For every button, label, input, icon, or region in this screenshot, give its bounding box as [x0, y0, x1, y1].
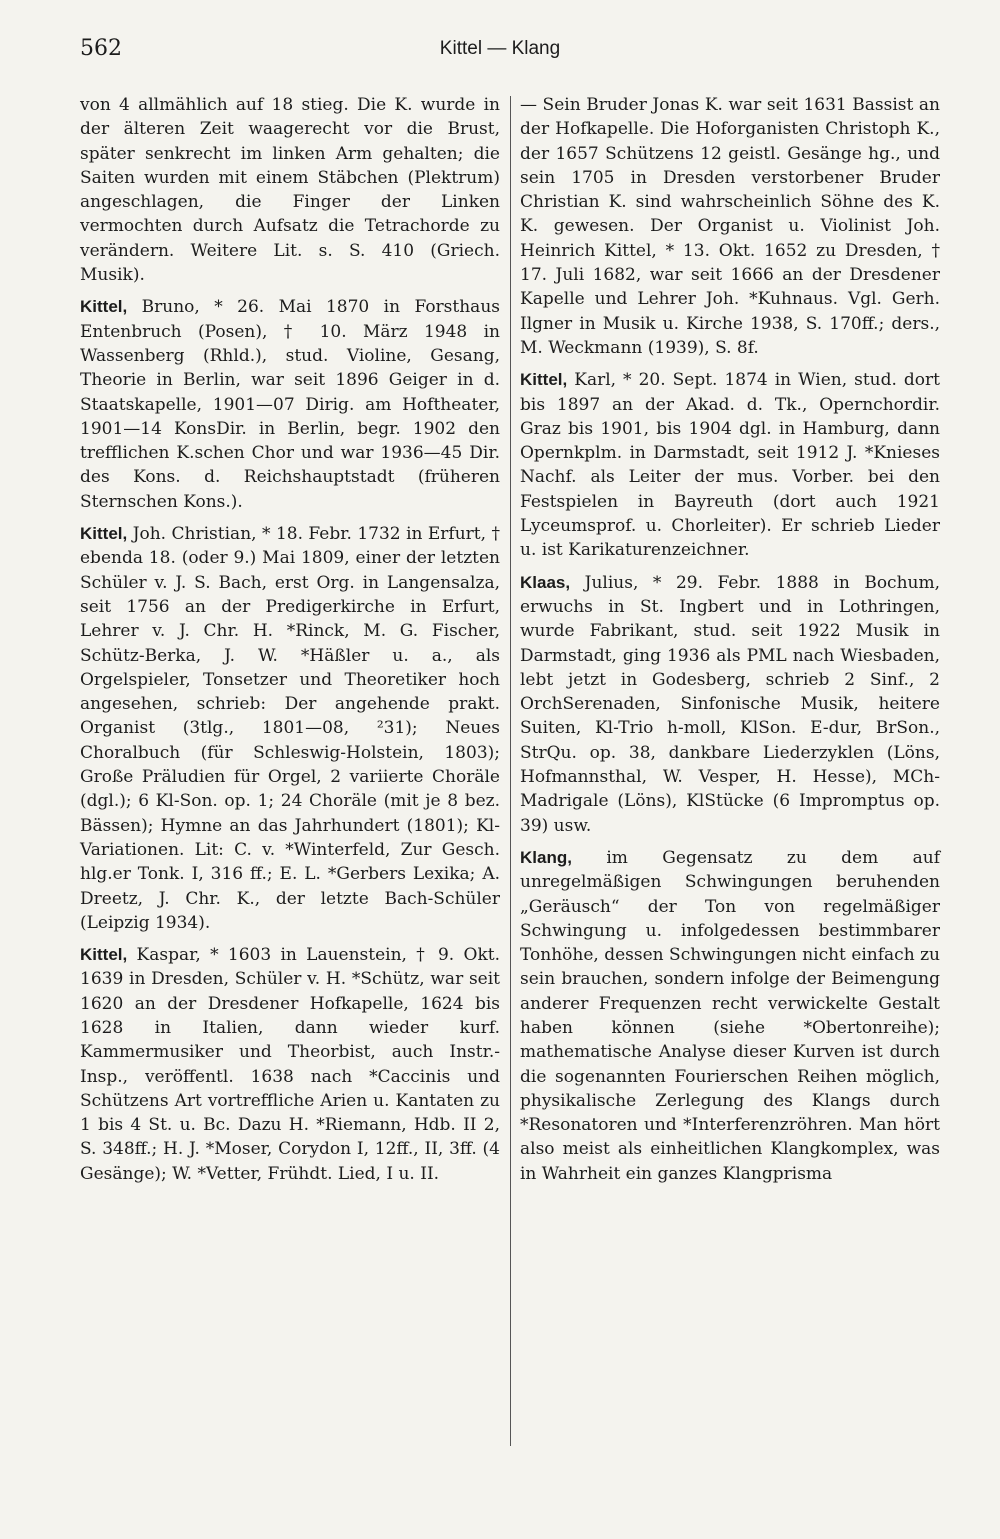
entry-text: Kaspar, * 1603 in Lauenstein, † 9. Okt. 1639 in Dresden, Schüler v. H. *Schütz, war seit 1620 an der Dresdener Hofkapelle, 1624 bis 1628 in Italien, dann wieder kurf. Kammermusiker und Theorbist, auch Instr.-Insp., veröffentl. 1638 nach *Caccinis und Schützens Art vortreffliche Arien u. Kantaten zu 1 bis 4 St. u. Bc. Dazu H. *Riemann, Hdb. II 2, S. 348ff.; H. J. *Moser, Corydon I, 12ff., II, 3ff. (4 Gesänge); W. *Vetter, Frühdt. Lied, I u. II. — [80, 945, 500, 1184]
page-number: 562 — [80, 36, 122, 61]
entry-headword: Kittel, — [520, 370, 568, 390]
entry-headword: Kittel, — [80, 297, 128, 317]
entry-text: Karl, * 20. Sept. 1874 in Wien, stud. dort bis 1897 an der Akad. d. Tk., Opernchordir. Graz bis 1901, bis 1904 dgl. in Hamburg, dann Opernkplm. in Darmstadt, seit 1912 J. *Knieses Nachf. als Leiter der mus. Vorber. bei den Festspielen in Bayreuth (dort auch 1921 Lyceumsprof. u. Chorleiter). Er schrieb Lieder u. ist Karikaturenzeichner. — [520, 370, 941, 561]
entry-kittel-kaspar — [80, 943, 500, 1186]
entry-klang — [520, 846, 940, 1186]
entry-text: von 4 allmählich auf 18 stieg. Die K. wurde in der älteren Zeit waagerecht vor die Brust, später senkrecht im linken Arm gehalten; die Saiten wurden mit einem Stäbchen (Plektrum) angeschlagen, die Finger der Linken vermochten durch Aufsatz die Tetrachorde zu verändern. Weitere Lit. s. S. 410 (Griech. Musik). — [80, 95, 500, 286]
entry-text: — Sein Bruder Jonas K. war seit 1631 Bassist an der Hofkapelle. Die Hoforganisten Christoph K., der 1657 Schützens 12 geistl. Gesänge hg., und sein 1705 in Dresden verstorbener Bruder Christian K. sind wahrscheinlich Söhne des K. K. gewesen. Der Organist u. Violinist Joh. Heinrich Kittel, * 13. Okt. 1652 zu Dresden, † 17. Juli 1682, war seit 1666 an der Dresdener Kapelle und Lehrer Joh. *Kuhnaus. Vgl. Gerh. Ilgner in Musik u. Kirche 1938, S. 170ff.; ders., M. Weckmann (1939), S. 8f. — [520, 95, 940, 358]
entry-leier-continuation — [80, 93, 500, 287]
entry-kittel-johann-christian — [80, 522, 500, 935]
entry-headword: Klaas, — [520, 572, 571, 592]
entry-text: Julius, * 29. Febr. 1888 in Bochum, erwuchs in St. Ingbert und in Lothringen, wurde Fabrikant, stud. seit 1922 Musik in Darmstadt, ging 1936 als PML nach Wiesbaden, lebt jetzt in Godesberg, schrieb 2 Sinf., 2 OrchSerenaden, Sinfonische Musik, heitere Suiten, Kl-Trio h-moll, KlSon. E-dur, BrSon., StrQu. op. 38, dankbare Liederzyklen (Löns, Hofmannsthal, W. Vesper, H. Hesse), MCh-Madrigale (Löns), KlStücke (6 Impromptus op. 39) usw. — [520, 572, 941, 836]
entry-kittel-bruno — [80, 295, 500, 514]
right-column — [520, 93, 940, 1186]
entry-text: Joh. Christian, * 18. Febr. 1732 in Erfurt, † ebenda 18. (oder 9.) Mai 1809, einer der letzten Schüler v. J. S. Bach, erst Org. in Langensalza, seit 1756 an der Predigerkirche in Erfurt, Lehrer v. J. Chr. H. *Rinck, M. G. Fischer, Schütz-Berka, J. W. *Häßler u. a., als Orgelspieler, Tonsetzer und Theoretiker hoch angesehen, schrieb: Der angehende prakt. Organist (3tlg., 1801—08, ²31); Neues Choralbuch (für Schleswig-Holstein, 1803); Große Präludien für Orgel, 2 variierte Choräle (dgl.); 6 Kl-Son. op. 1; 24 Choräle (mit je 8 bez. Bässen); Hymne an das Jahrhundert (1801); Kl-Variationen. Lit: C. v. *Winterfeld, Zur Gesch. hlg.er Tonk. I, 316 ff.; E. L. *Gerbers Lexika; A. Dreetz, J. Chr. K., der letzte Bach-Schüler (Leipzig 1934). — [80, 524, 500, 933]
entry-klaas-julius — [520, 571, 940, 838]
column-divider — [510, 96, 511, 1446]
page-header — [80, 36, 920, 76]
entry-kittel-karl — [520, 368, 940, 562]
running-head: Kittel — Klang — [439, 38, 561, 59]
entry-kittel-kaspar-continuation — [520, 93, 940, 360]
entry-headword: Kittel, — [80, 945, 128, 965]
entry-text: Bruno, * 26. Mai 1870 in Forsthaus Entenbruch (Posen), † 10. März 1948 in Wassenberg (Rhld.), stud. Violine, Gesang, Theorie in Berlin, war seit 1896 Geiger in d. Staatskapelle, 1901—07 Dirig. am Hoftheater, 1901—14 KonsDir. in Berlin, begr. 1902 den trefflichen K.schen Chor und war 1936—45 Dir. des Kons. d. Reichshauptstadt (früheren Sternschen Kons.). — [80, 297, 500, 512]
entry-headword: Klang, — [520, 847, 572, 867]
entry-headword: Kittel, — [80, 524, 128, 544]
left-column — [80, 93, 500, 1186]
entry-text: im Gegensatz zu dem auf unregelmäßigen Schwingungen beruhenden „Geräusch“ der Ton von regelmäßiger Schwingung u. infolgedessen bestimmbarer Tonhöhe, dessen Schwingungen nicht einfach zu sein brauchen, sondern infolge der Beimengung anderer Frequenzen recht verwickelte Gestalt haben können (siehe *Obertonreihe); mathematische Analyse dieser Kurven ist durch die sogenannten Fourierschen Reihen möglich, physikalische Zerlegung des Klangs durch *Resonatoren und *Interferenzröhren. Man hört also meist als einheitlichen Klangkomplex, was in Wahrheit ein ganzes Klangprisma — [520, 847, 941, 1184]
